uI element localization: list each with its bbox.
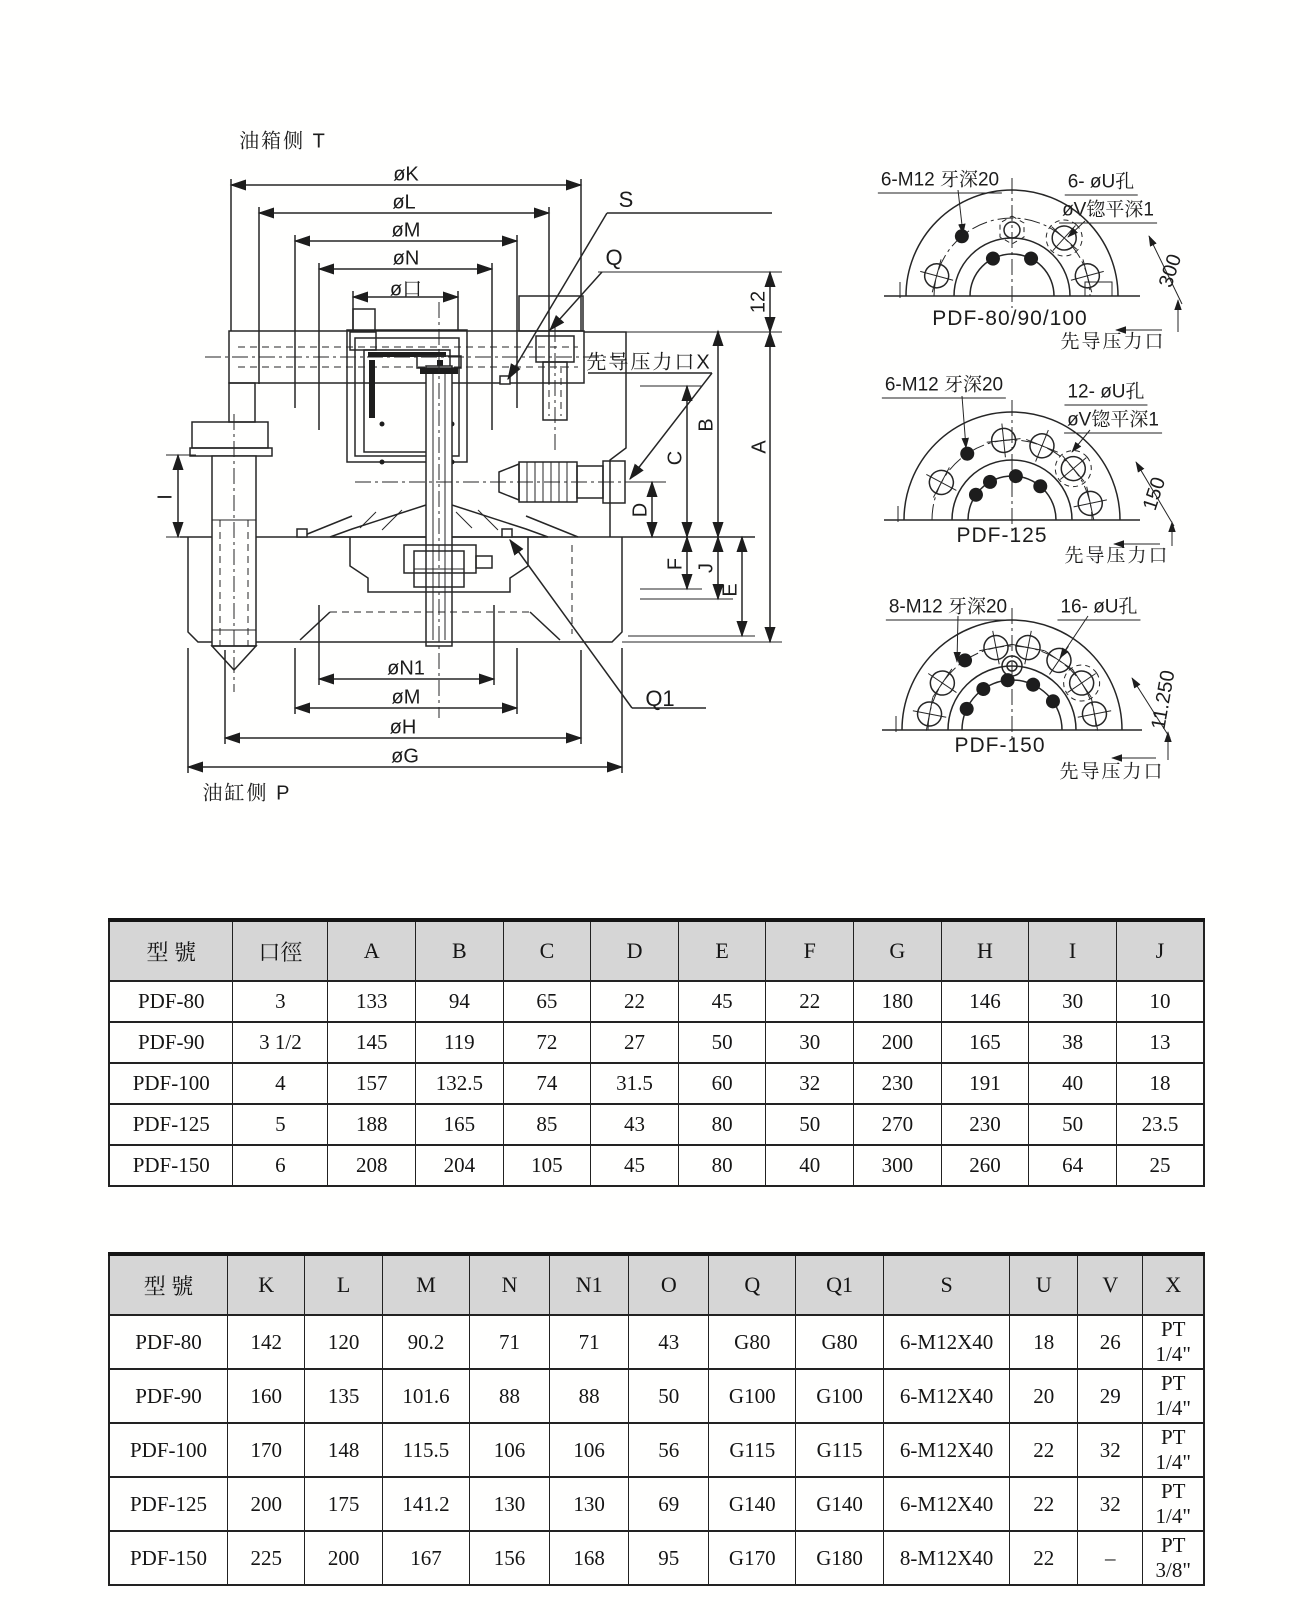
value-cell: G115 [796,1423,883,1477]
value-cell: 156 [470,1531,550,1585]
column-header: A [328,920,416,981]
value-cell: 38 [1029,1022,1117,1063]
value-cell: 43 [591,1104,679,1145]
value-cell: 106 [470,1423,550,1477]
column-header: F [766,920,854,981]
model-cell: PDF-125 [109,1104,233,1145]
dim-k-label: øK [393,163,419,186]
model-cell: PDF-80 [109,981,233,1022]
value-cell: 300 [854,1145,942,1186]
model-cell: PDF-90 [109,1369,227,1423]
value-cell: 188 [328,1104,416,1145]
value-cell: 145 [328,1022,416,1063]
value-cell: 45 [678,981,766,1022]
value-cell: 29 [1078,1369,1143,1423]
value-cell: 43 [629,1315,709,1369]
value-cell: 3 1/2 [233,1022,328,1063]
value-cell: 13 [1116,1022,1204,1063]
value-cell: 27 [591,1022,679,1063]
value-cell: 50 [766,1104,854,1145]
value-cell: 95 [629,1531,709,1585]
value-cell: 141.2 [382,1477,469,1531]
value-cell: PT 1/4" [1143,1315,1204,1369]
value-cell: 32 [1078,1477,1143,1531]
value-cell: 85 [503,1104,591,1145]
column-header: Q1 [796,1254,883,1315]
model-cell: PDF-125 [109,1477,227,1531]
value-cell: 5 [233,1104,328,1145]
value-cell: 31.5 [591,1063,679,1104]
column-header: I [1029,920,1117,981]
value-cell: G115 [709,1423,796,1477]
value-cell: 71 [549,1315,629,1369]
value-cell: 200 [854,1022,942,1063]
label-q1: Q1 [645,686,675,711]
value-cell: 135 [305,1369,382,1423]
value-cell: 6-M12X40 [883,1315,1010,1369]
flange3-pilot-label: 先导压力口 [1059,761,1165,783]
column-header: O [629,1254,709,1315]
dimension-table-k-x [108,1252,1205,1586]
value-cell: 94 [416,981,504,1022]
value-cell: G80 [796,1315,883,1369]
value-cell: 180 [854,981,942,1022]
value-cell: 22 [766,981,854,1022]
table-row [109,1423,1204,1477]
value-cell: 200 [227,1477,304,1531]
value-cell: 146 [941,981,1029,1022]
column-header: C [503,920,591,981]
value-cell: 120 [305,1315,382,1369]
value-cell: 105 [503,1145,591,1186]
value-cell: 115.5 [382,1423,469,1477]
value-cell: 230 [941,1104,1029,1145]
column-header: Q [709,1254,796,1315]
flange3-holes-note: 16- øU孔 [1057,592,1140,621]
table-row [109,1315,1204,1369]
dim-i-label: I [154,494,177,500]
value-cell: 71 [470,1315,550,1369]
value-cell: 45 [591,1145,679,1186]
value-cell: 64 [1029,1145,1117,1186]
value-cell: 208 [328,1145,416,1186]
value-cell: 26 [1078,1315,1143,1369]
dimension-table-a-j [108,918,1205,1187]
flange2-name: PDF-125 [956,524,1048,547]
value-cell: 50 [629,1369,709,1423]
value-cell: 225 [227,1531,304,1585]
column-header: J [1116,920,1204,981]
column-header: N [470,1254,550,1315]
value-cell: G170 [709,1531,796,1585]
value-cell: 260 [941,1145,1029,1186]
value-cell: 204 [416,1145,504,1186]
column-header: X [1143,1254,1204,1315]
value-cell: 65 [503,981,591,1022]
table-row [109,1369,1204,1423]
value-cell: 6-M12X40 [883,1423,1010,1477]
model-cell: PDF-80 [109,1315,227,1369]
flange2-spotface-note: øV锪平深1 [1064,405,1162,434]
dim-d-label: D [629,502,652,518]
dim-c-label: C [664,450,687,466]
table-row [109,1477,1204,1531]
value-cell: 106 [549,1423,629,1477]
value-cell: G180 [796,1531,883,1585]
cylinder-side-label: 油缸侧 P [202,782,292,805]
value-cell: 22 [1010,1423,1078,1477]
value-cell: 170 [227,1423,304,1477]
flange2-tap-note: 6-M12 牙深20 [882,370,1006,399]
value-cell: 22 [1010,1477,1078,1531]
table-row [109,1531,1204,1585]
value-cell: 72 [503,1022,591,1063]
column-header: L [305,1254,382,1315]
flange1-tap-note: 6-M12 牙深20 [878,165,1002,194]
column-header: K [227,1254,304,1315]
value-cell: PT 1/4" [1143,1477,1204,1531]
value-cell: 148 [305,1423,382,1477]
flange1-pilot-label: 先导压力口 [1060,331,1166,353]
value-cell: 88 [470,1369,550,1423]
value-cell: 56 [629,1423,709,1477]
flange1-spotface-note: øV锪平深1 [1059,195,1157,224]
flange2-angle-dim: 150 [1138,474,1171,514]
value-cell: 130 [549,1477,629,1531]
value-cell: 40 [766,1145,854,1186]
value-cell: 6-M12X40 [883,1369,1010,1423]
value-cell: 20 [1010,1369,1078,1423]
value-cell: 50 [1029,1104,1117,1145]
value-cell: 200 [305,1531,382,1585]
table-row [109,1022,1204,1063]
dim-l-label: øL [392,191,416,214]
value-cell: 40 [1029,1063,1117,1104]
dim-e-label: E [719,583,742,597]
dim-h-label: øH [389,716,417,739]
column-header: E [678,920,766,981]
dim-g-label: øG [391,745,419,768]
dim-n-label: øN [392,247,420,270]
tank-side-label: 油箱侧 T [239,130,327,153]
model-cell: PDF-100 [109,1063,233,1104]
dim-m-bottom-label: øM [391,686,421,709]
table-row [109,981,1204,1022]
value-cell: – [1078,1531,1143,1585]
value-cell: PT 1/4" [1143,1423,1204,1477]
value-cell: 168 [549,1531,629,1585]
column-header: U [1010,1254,1078,1315]
column-header: 型 號 [109,1254,227,1315]
column-header: D [591,920,679,981]
value-cell: 160 [227,1369,304,1423]
value-cell: 80 [678,1104,766,1145]
table-row [109,1104,1204,1145]
value-cell: 167 [382,1531,469,1585]
value-cell: PT 3/8" [1143,1531,1204,1585]
column-header: S [883,1254,1010,1315]
table-row [109,1145,1204,1186]
column-header: N1 [549,1254,629,1315]
value-cell: 32 [1078,1423,1143,1477]
flange2-pilot-label: 先导压力口 [1064,545,1170,567]
value-cell: 30 [1029,981,1117,1022]
dim-j-label: J [695,563,718,573]
value-cell: 3 [233,981,328,1022]
value-cell: 30 [766,1022,854,1063]
dim-m-label: øM [391,219,421,242]
value-cell: 130 [470,1477,550,1531]
column-header: M [382,1254,469,1315]
value-cell: 22 [591,981,679,1022]
model-cell: PDF-100 [109,1423,227,1477]
column-header: V [1078,1254,1143,1315]
dim-a-label: A [748,440,771,454]
value-cell: 191 [941,1063,1029,1104]
value-cell: 22 [1010,1531,1078,1585]
value-cell: G140 [709,1477,796,1531]
label-q: Q [605,245,623,270]
value-cell: 90.2 [382,1315,469,1369]
dim-n1-label: øN1 [387,657,425,680]
label-s: S [618,187,634,212]
flange3-tap-note: 8-M12 牙深20 [886,592,1010,621]
dim-f-label: F [664,557,687,571]
value-cell: 10 [1116,981,1204,1022]
value-cell: 25 [1116,1145,1204,1186]
value-cell: 60 [678,1063,766,1104]
pilot-port-x-label: 先导压力口X [586,351,712,374]
value-cell: 23.5 [1116,1104,1204,1145]
value-cell: 4 [233,1063,328,1104]
value-cell: 50 [678,1022,766,1063]
value-cell: 165 [416,1104,504,1145]
value-cell: G140 [796,1477,883,1531]
value-cell: 69 [629,1477,709,1531]
value-cell: 74 [503,1063,591,1104]
column-header: 型 號 [109,920,233,981]
value-cell: 270 [854,1104,942,1145]
flange3-name: PDF-150 [954,734,1046,757]
column-header: 口徑 [233,920,328,981]
value-cell: G100 [709,1369,796,1423]
model-cell: PDF-150 [109,1531,227,1585]
value-cell: 133 [328,981,416,1022]
value-cell: 119 [416,1022,504,1063]
column-header: B [416,920,504,981]
value-cell: 88 [549,1369,629,1423]
model-cell: PDF-150 [109,1145,233,1186]
flange1-name: PDF-80/90/100 [932,307,1088,330]
value-cell: 230 [854,1063,942,1104]
value-cell: 157 [328,1063,416,1104]
value-cell: 18 [1116,1063,1204,1104]
value-cell: 18 [1010,1315,1078,1369]
value-cell: G80 [709,1315,796,1369]
value-cell: 32 [766,1063,854,1104]
flange1-angle-dim: 300 [1154,251,1187,291]
value-cell: G100 [796,1369,883,1423]
flange3-angle-dim: 11.250 [1147,668,1180,732]
column-header: G [854,920,942,981]
value-cell: 132.5 [416,1063,504,1104]
value-cell: 175 [305,1477,382,1531]
dim-b-label: B [695,418,718,432]
model-cell: PDF-90 [109,1022,233,1063]
column-header: H [941,920,1029,981]
value-cell: 80 [678,1145,766,1186]
value-cell: 6-M12X40 [883,1477,1010,1531]
value-cell: 6 [233,1145,328,1186]
table-row [109,1063,1204,1104]
value-cell: 101.6 [382,1369,469,1423]
dim-mouth-label: ø口 [389,278,423,301]
value-cell: 165 [941,1022,1029,1063]
dim-12-label: 12 [747,290,770,314]
value-cell: 142 [227,1315,304,1369]
flange2-holes-note: 12- øU孔 [1064,377,1147,406]
flange1-holes-note: 6- øU孔 [1065,167,1138,196]
value-cell: PT 1/4" [1143,1369,1204,1423]
value-cell: 8-M12X40 [883,1531,1010,1585]
